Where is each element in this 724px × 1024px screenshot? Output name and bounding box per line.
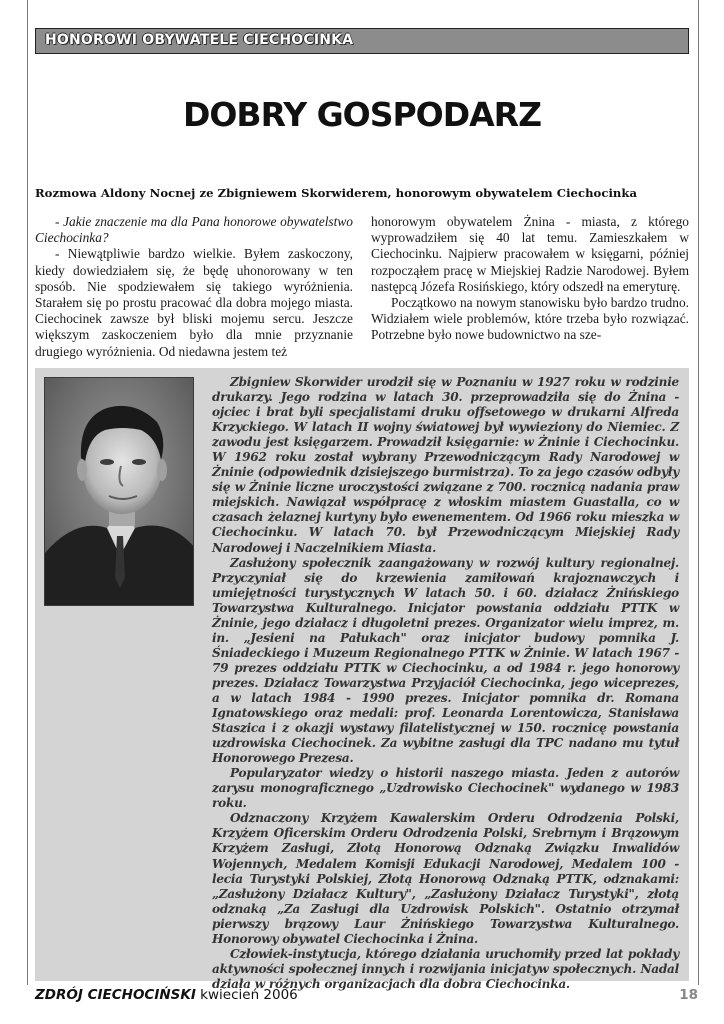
biography-paragraph: Popularyzator wiedzy o historii naszego miasta. Jeden z autorów zarysu monograficznego „Uzdrowisko Ciechocinek" wydanego w 1983 roku. [212, 766, 679, 811]
portrait-photo [44, 377, 194, 606]
interview-answer: Początkowo na nowym stanowisku było bardzo trudno. Widziałem wiele problemów, które trzeba było rozwiązać. Potrzebne było nowe budownictwo na sze- [371, 295, 689, 343]
biography-paragraph: Zasłużony społecznik zaangażowany w rozwój kultury regionalnej. Przyczyniał się do krzewienia zamiłowań krajoznawczych i umiejętności turystycznych W latach 50. i 60. działacz Żnińskiego Towarzystwa Kulturalnego. Inicjator powstania oddziału PTTK w Żninie, jego działacz i długoletni prezes. Organizator wielu imprez, m. in. „Jesieni na Pałukach" oraz inicjator budowy pomnika J. Śniadeckiego i Muzeum Regionalnego PTTK w Żninie. W latach 1967 - 79 prezes oddziału PTTK w Ciechocinku, a od 1984 r. jego honorowy prezes. Działacz Towarzystwa Przyjaciół Ciechocinka, jego wiceprezes, a w latach 1984 - 1990 prezes. Inicjator pomnika dr. Romana Ignatowskiego oraz medali: prof. Leonarda Lorentowicza, Stanisława Staszica i z okazji wystawy filatelistycznej w 150. rocznicę powstania uzdrowiska Ciechocinek. Za wybitne zasługi dla TPC nadano mu tytuł Honorowego Prezesa. [212, 555, 679, 766]
magazine-name: ZDRÓJ CIECHOCIŃSKI [35, 987, 196, 1003]
portrait-image [45, 378, 194, 606]
footer-magazine [35, 987, 298, 1003]
interview-left-column [35, 214, 353, 360]
interview-right-column [371, 214, 689, 344]
issue-date: kwiecień 2006 [200, 987, 298, 1003]
article-title: DOBRY GOSPODARZ [182, 95, 541, 134]
interview-question: - Jakie znaczenie ma dla Pana honorowe obywatelstwo Ciechocinka? [35, 214, 353, 246]
biography-text [212, 375, 679, 992]
article-subtitle: Rozmowa Aldony Nocnej ze Zbigniewem Skorwiderem, honorowym obywatelem Ciechocinka [35, 186, 638, 200]
section-banner [35, 28, 689, 54]
biography-paragraph: Zbigniew Skorwider urodził się w Poznaniu w 1927 roku w rodzinie drukarzy. Jego rodzina w latach 30. przeprowadziła się do Żnina - ojciec i brat byli specjalistami druku offsetowego w drukarni Alfreda Krzyckiego. W latach II wojny światowej był wywieziony do Niemiec. Z zawodu jest księgarzem. Prowadził księgarnie: w Żninie i Ciechocinku. W 1962 roku został wybrany Przewodniczącym Rady Narodowej w Żninie (odpowiednik dzisiejszego burmistrza). To za jego czasów odbyły się w Żninie liczne uroczystości związane z 700. rocznicą nadania praw miejskich. Nawiązał współpracę z włoskim miastem Guastalla, co w czasach żelaznej kurtyny było ewenementem. Od 1966 roku mieszka w Ciechocinku. W latach 70. był Przewodniczącym Miejskiej Rady Narodowej i Naczelnikiem Miasta. [212, 375, 679, 555]
biography-paragraph: Człowiek-instytucja, którego działania uruchomiły przed lat pokłady aktywności społecznej innych i rozwijania inicjatyw społecznych. Nadal działa w różnych organizacjach dla dobra Ciechocinka. [212, 946, 679, 991]
section-label: HONOROWI OBYWATELE CIECHOCINKA [45, 32, 354, 48]
interview-answer-continued: honorowym obywatelem Żnina - miasta, z którego wyprowadziłem się 40 lat temu. Zamieszkałem w Ciechocinku. Najpierw pracowałem w księgarni, później rozpocząłem pracę w Miejskiej Radzie Narodowej. Byłem następcą Józefa Rosińskiego, który odszedł na emeryturę. [371, 214, 689, 294]
interview-answer: - Niewątpliwie bardzo wielkie. Byłem zaskoczony, kiedy dowiedziałem się, że będę uhonorowany w ten sposób. Nie spodziewałem się takiego wyróżnienia. Starałem się po prostu pracować dla dobra mojego miasta. Ciechocinek zawsze był bliski mojemu sercu. Jeszcze większym zaskoczeniem było dla mnie przyznanie drugiego wyróżnienia. Od niedawna jestem też [35, 246, 353, 359]
page-number: 18 [679, 987, 698, 1003]
biography-paragraph: Odznaczony Krzyżem Kawalerskim Orderu Odrodzenia Polski, Krzyżem Oficerskim Orderu Odrodzenia Polski, Srebrnym i Brązowym Krzyżem Zasługi, Złotą Honorową Odznaką Związku Inwalidów Wojennych, Medalem Komisji Edukacji Narodowej, Medalem 100 - lecia Turystyki Polskiej, Złotą Honorową Odznaką PTTK, odznakami: „Zasłużony Działacz Kultury", „Zasłużony Działacz Turystyki", złotą odznaką „Za Zasługi dla Uzdrowisk Polskich". Ostatnio otrzymał pierwszy brązowy Laur Żnińskiego Towarzystwa Kulturalnego. Honorowy obywatel Ciechocinka i Żnina. [212, 811, 679, 946]
